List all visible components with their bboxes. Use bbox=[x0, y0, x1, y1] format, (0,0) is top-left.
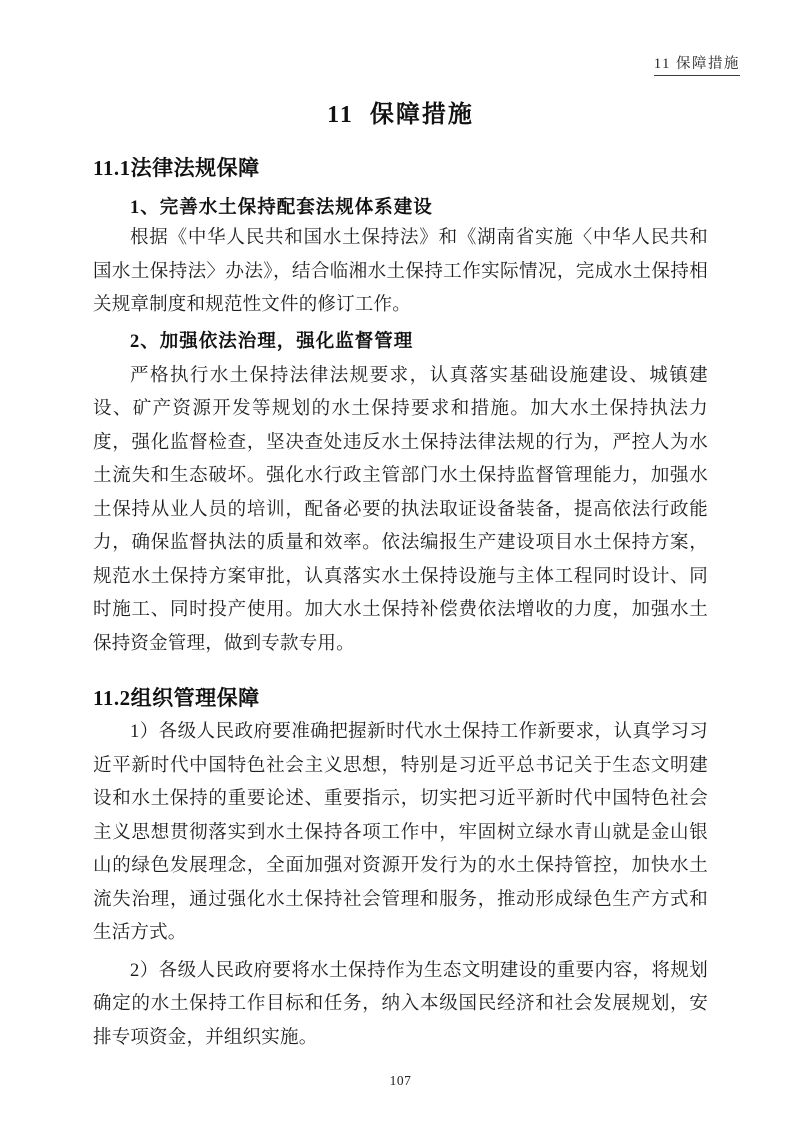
page-footer bbox=[93, 1073, 708, 1089]
header-chapter-label: 11 保障措施 bbox=[654, 52, 740, 76]
subheading-legal-system: 1、完善水土保持配套法规体系建设 bbox=[130, 198, 433, 218]
subheading-supervision: 2、加强依法治理，强化监督管理 bbox=[130, 331, 414, 352]
page-number: 107 bbox=[389, 1073, 412, 1088]
paragraph-supervision: 严格执行水土保持法律法规要求，认真落实基础设施建设、城镇建设、矿产资源开发等规划的水土保持要求和措施。加大水土保持执法力度，强化监督检查，坚决查处违反水土保持法律法规的行为，严控人为水土流失和生态破坏。强化水行政主管部门水土保持监督管理能力，加强水土保持从业人员的培训，配备必要的执法取证设备装备，提高依法行政能力，确保监督执法的质量和效率。依法编报生产建设项目水土保持方案，规范水土保持方案审批，认真落实水土保持设施与主体工程同时设计、同时施工、同时投产使用。加大水土保持补偿费依法增收的力度，加强水土保持资金管理，做到专款专用。 bbox=[93, 365, 708, 654]
page-header bbox=[93, 52, 740, 76]
section-heading-11-1: 11.1法律法规保障 bbox=[93, 156, 260, 180]
paragraph-org-item-1: 1）各级人民政府要准确把握新时代水土保持工作新要求，认真学习习近平新时代中国特色社会主义思想，特别是习近平总书记关于生态文明建设和水土保持的重要论述、重要指示，切实把习近平新时代中国特色社会主义思想贯彻落实到水土保持各项工作中，牢固树立绿水青山就是金山银山的绿色发展理念，全面加强对资源开发行为的水土保持管控，加快水土流失治理，通过强化水土保持社会管理和服务，推动形成绿色生产方式和生活方式。 bbox=[93, 722, 708, 943]
paragraph-legal-system: 根据《中华人民共和国水土保持法》和《湖南省实施〈中华人民共和国水土保持法〉办法》，结合临湘水土保持工作实际情况，完成水土保持相关规章制度和规范性文件的修订工作。 bbox=[93, 228, 708, 315]
section-heading-11-2: 11.2组织管理保障 bbox=[93, 686, 260, 710]
paragraph-org-item-2: 2）各级人民政府要将水土保持作为生态文明建设的重要内容，将规划确定的水土保持工作目标和任务，纳入本级国民经济和社会发展规划，安排专项资金，并组织实施。 bbox=[93, 960, 708, 1048]
chapter-title: 11 保障措施 bbox=[327, 102, 474, 128]
